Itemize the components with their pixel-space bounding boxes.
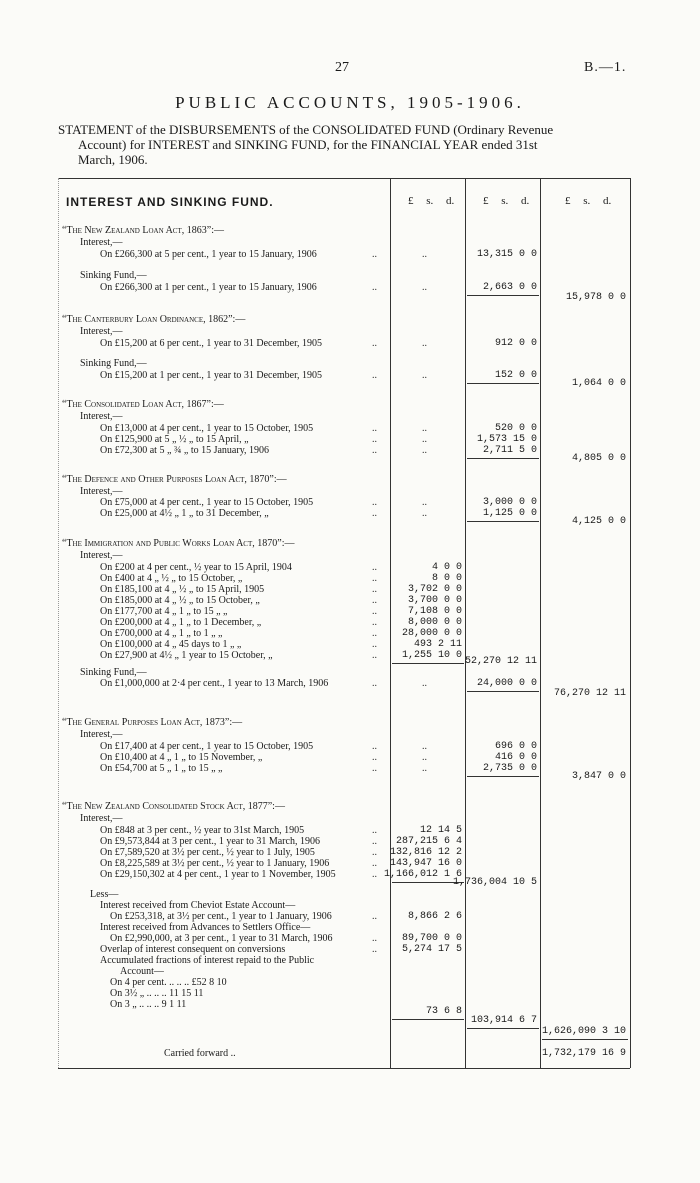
table-row-text: Interest,— — [80, 237, 123, 248]
table-row-text: On £200,000 at 4 „ 1 „ to 1 December, „ — [100, 617, 262, 628]
leader-dots: .. — [372, 763, 377, 774]
table-row-text: Sinking Fund,— — [80, 358, 147, 369]
table-row-text: On £266,300 at 1 per cent., 1 year to 15 January, 1906 — [100, 282, 317, 293]
table-row-text: Carried forward .. — [164, 1048, 236, 1059]
column-header-2: £ s. d. — [483, 195, 530, 207]
amount-col-2: 52,270 12 11 — [464, 656, 537, 667]
table-row-text: On £185,100 at 4 „ ½ „ to 15 April, 1905 — [100, 584, 265, 595]
amount-col-1: 3,700 0 0 — [407, 595, 462, 606]
table-row-text: Account— — [120, 966, 164, 977]
table-row-text: “The Canterbury Loan Ordinance, 1862”:— — [62, 314, 246, 325]
table-row-text: Interest,— — [80, 813, 123, 824]
leader-dots: .. — [372, 858, 377, 869]
table-row-text: Sinking Fund,— — [80, 667, 147, 678]
amount-col-3: 1,064 0 0 — [571, 378, 626, 389]
statement-line-2: Account) for INTEREST and SINKING FUND, for the FINANCIAL YEAR ended 31st — [78, 137, 538, 152]
leader-dots: .. — [422, 338, 427, 349]
table-row-text: On £72,300 at 5 „ ¾ „ to 15 January, 1906 — [100, 445, 270, 456]
leader-dots: .. — [372, 933, 377, 944]
table-row-text: On 4 per cent. .. .. .. £52 8 10 — [110, 977, 227, 988]
table-row-text: Interest,— — [80, 729, 123, 740]
leader-dots: .. — [372, 584, 377, 595]
leader-dots: .. — [372, 911, 377, 922]
leader-dots: .. — [422, 763, 427, 774]
table-top-rule — [58, 178, 630, 179]
table-row-text: On £700,000 at 4 „ 1 „ to 1 „ „ — [100, 628, 223, 639]
page-number: 27 — [335, 60, 349, 75]
amount-col-1: 1,255 10 0 — [401, 650, 462, 661]
amount-col-2: 2,711 5 0 — [482, 445, 537, 456]
subtotal-rule — [467, 776, 539, 777]
leader-dots: .. — [372, 650, 377, 661]
amount-col-2: 2,735 0 0 — [482, 763, 537, 774]
table-row-text: On £17,400 at 4 per cent., 1 year to 15 October, 1905 — [100, 741, 314, 752]
table-row-text: “The Defence and Other Purposes Loan Act, 1870”:— — [62, 474, 287, 485]
leader-dots: .. — [372, 508, 377, 519]
amount-col-3: 76,270 12 11 — [553, 688, 626, 699]
leader-dots: .. — [422, 508, 427, 519]
subtotal-rule — [467, 458, 539, 459]
amount-col-1: 12 14 5 — [419, 825, 462, 836]
table-row-text: Less— — [90, 889, 119, 900]
amount-col-2: 912 0 0 — [494, 338, 537, 349]
table-bottom-rule — [58, 1068, 630, 1069]
amount-col-1: 28,000 0 0 — [401, 628, 462, 639]
leader-dots: .. — [372, 338, 377, 349]
leader-dots: .. — [372, 423, 377, 434]
leader-dots: .. — [372, 434, 377, 445]
leader-dots: .. — [422, 752, 427, 763]
table-row-text: On £177,700 at 4 „ 1 „ to 15 „ „ — [100, 606, 228, 617]
amount-col-1: 493 2 11 — [413, 639, 462, 650]
col-divider-3 — [540, 178, 541, 1068]
amount-col-2: 3,000 0 0 — [482, 497, 537, 508]
table-left-rule — [58, 178, 59, 1068]
leader-dots: .. — [422, 249, 427, 260]
leader-dots: .. — [372, 825, 377, 836]
table-row-text: Accumulated fractions of interest repaid to the Public — [100, 955, 315, 966]
leader-dots: .. — [372, 282, 377, 293]
amount-col-1: 73 6 8 — [425, 1006, 462, 1017]
leader-dots: .. — [372, 628, 377, 639]
table-row-text: On £15,200 at 6 per cent., 1 year to 31 December, 1905 — [100, 338, 323, 349]
leader-dots: .. — [422, 497, 427, 508]
subtotal-rule — [467, 295, 539, 296]
amount-col-2: 696 0 0 — [494, 741, 537, 752]
table-row-text: “The New Zealand Consolidated Stock Act, 1877”:— — [62, 801, 285, 812]
table-row-text: Interest,— — [80, 486, 123, 497]
table-row-text: Interest received from Advances to Settlers Office— — [100, 922, 311, 933]
amount-col-3: 4,125 0 0 — [571, 516, 626, 527]
table-row-text: On £253,318, at 3½ per cent., 1 year to 1 January, 1906 — [110, 911, 332, 922]
table-row-text: On 3 „ .. .. .. 9 1 11 — [110, 999, 187, 1010]
document-reference: B.—1. — [584, 60, 627, 75]
amount-col-2: 416 0 0 — [494, 752, 537, 763]
table-row-text: On £27,900 at 4½ „ 1 year to 15 October, „ — [100, 650, 273, 661]
amount-col-1: 132,816 12 2 — [389, 847, 462, 858]
subtotal-rule — [467, 1028, 539, 1029]
statement-heading — [58, 122, 658, 167]
amount-col-2: 1,573 15 0 — [476, 434, 537, 445]
subtotal-rule — [467, 521, 539, 522]
leader-dots: .. — [372, 606, 377, 617]
table-row-text: On £15,200 at 1 per cent., 1 year to 31 December, 1905 — [100, 370, 323, 381]
amount-col-2: 24,000 0 0 — [476, 678, 537, 689]
amount-col-2: 2,663 0 0 — [482, 282, 537, 293]
table-row-text: On £1,000,000 at 2·4 per cent., 1 year to 13 March, 1906 — [100, 678, 329, 689]
amount-col-3: 3,847 0 0 — [571, 771, 626, 782]
leader-dots: .. — [422, 370, 427, 381]
table-row-text: On £185,000 at 4 „ ½ „ to 15 October, „ — [100, 595, 260, 606]
leader-dots: .. — [372, 497, 377, 508]
table-row-text: “The General Purposes Loan Act, 1873”:— — [62, 717, 243, 728]
leader-dots: .. — [372, 944, 377, 955]
table-row-text: Interest,— — [80, 550, 123, 561]
leader-dots: .. — [372, 370, 377, 381]
leader-dots: .. — [372, 595, 377, 606]
amount-col-1: 143,947 16 0 — [389, 858, 462, 869]
amount-col-3: 15,978 0 0 — [565, 292, 626, 303]
amount-col-3: 1,626,090 3 10 — [541, 1026, 626, 1037]
table-row-text: On £100,000 at 4 „ 45 days to 1 „ „ — [100, 639, 242, 650]
table-row-text: Interest received from Cheviot Estate Account— — [100, 900, 296, 911]
statement-line-3: March, 1906. — [78, 152, 148, 167]
amount-col-2: 1,125 0 0 — [482, 508, 537, 519]
column-header-1: £ s. d. — [408, 195, 455, 207]
amount-col-1: 8,000 0 0 — [407, 617, 462, 628]
amount-col-2: 152 0 0 — [494, 370, 537, 381]
amount-col-1: 7,108 0 0 — [407, 606, 462, 617]
amount-col-2: 13,315 0 0 — [476, 249, 537, 260]
leader-dots: .. — [372, 562, 377, 573]
table-row-text: “The Consolidated Loan Act, 1867”:— — [62, 399, 224, 410]
table-row-text: On 3½ „ .. .. .. 11 15 11 — [110, 988, 204, 999]
col-divider-1 — [390, 178, 391, 1068]
table-row-text: “The New Zealand Loan Act, 1863”:— — [62, 225, 224, 236]
table-row-text: On £29,150,302 at 4 per cent., 1 year to 1 November, 1905 — [100, 869, 336, 880]
table-row-text: On £75,000 at 4 per cent., 1 year to 15 October, 1905 — [100, 497, 314, 508]
leader-dots: .. — [372, 249, 377, 260]
leader-dots: .. — [372, 869, 377, 880]
amount-col-1: 1,166,012 1 6 — [383, 869, 462, 880]
table-row-text: On £13,000 at 4 per cent., 1 year to 15 October, 1905 — [100, 423, 314, 434]
table-row-text: On £266,300 at 5 per cent., 1 year to 15 January, 1906 — [100, 249, 317, 260]
table-row-text: On £9,573,844 at 3 per cent., 1 year to 31 March, 1906 — [100, 836, 320, 847]
table-row-text: Sinking Fund,— — [80, 270, 147, 281]
amount-col-2: 103,914 6 7 — [470, 1015, 537, 1026]
table-row-text: On £200 at 4 per cent., ½ year to 15 April, 1904 — [100, 562, 292, 573]
subtotal-rule — [467, 383, 539, 384]
table-row-text: “The Immigration and Public Works Loan Act, 1870”:— — [62, 538, 295, 549]
table-row-text: On £25,000 at 4½ „ 1 „ to 31 December, „ — [100, 508, 269, 519]
leader-dots: .. — [372, 573, 377, 584]
table-row-text: On £2,990,000, at 3 per cent., 1 year to 31 March, 1906 — [110, 933, 333, 944]
leader-dots: .. — [372, 752, 377, 763]
leader-dots: .. — [372, 445, 377, 456]
table-row-text: On £54,700 at 5 „ 1 „ to 15 „ „ — [100, 763, 223, 774]
table-row-text: On £400 at 4 „ ½ „ to 15 October, „ — [100, 573, 243, 584]
amount-col-1: 8 0 0 — [431, 573, 462, 584]
table-row-text: On £7,589,520 at 3½ per cent., ½ year to 1 July, 1905 — [100, 847, 315, 858]
table-row-text: Overlap of interest consequent on conversions — [100, 944, 286, 955]
subtotal-rule — [392, 663, 464, 664]
subtotal-rule — [467, 691, 539, 692]
leader-dots: .. — [422, 741, 427, 752]
table-row-text: On £10,400 at 4 „ 1 „ to 15 November, „ — [100, 752, 263, 763]
col-divider-2 — [465, 178, 466, 1068]
total-rule — [542, 1039, 628, 1040]
amount-col-3: 4,805 0 0 — [571, 453, 626, 464]
amount-col-3: 1,732,179 16 9 — [541, 1048, 626, 1059]
page-title: PUBLIC ACCOUNTS, 1905-1906. — [175, 93, 525, 112]
amount-col-1: 89,700 0 0 — [401, 933, 462, 944]
subtotal-rule — [392, 1019, 464, 1020]
amount-col-1: 5,274 17 5 — [401, 944, 462, 955]
leader-dots: .. — [422, 423, 427, 434]
leader-dots: .. — [422, 282, 427, 293]
amount-col-1: 287,215 6 4 — [395, 836, 462, 847]
leader-dots: .. — [422, 678, 427, 689]
leader-dots: .. — [372, 617, 377, 628]
table-row-text: On £848 at 3 per cent., ½ year to 31st March, 1905 — [100, 825, 305, 836]
leader-dots: .. — [422, 434, 427, 445]
table-header: INTEREST AND SINKING FUND. — [66, 195, 274, 209]
column-header-3: £ s. d. — [565, 195, 612, 207]
amount-col-1: 4 0 0 — [431, 562, 462, 573]
table-row-text: Interest,— — [80, 411, 123, 422]
leader-dots: .. — [372, 678, 377, 689]
amount-col-2: 1,736,004 10 5 — [452, 877, 537, 888]
leader-dots: .. — [372, 847, 377, 858]
table-row-text: Interest,— — [80, 326, 123, 337]
leader-dots: .. — [372, 741, 377, 752]
table-row-text: On £8,225,589 at 3½ per cent., ½ year to 1 January, 1906 — [100, 858, 330, 869]
table-row-text: On £125,900 at 5 „ ½ „ to 15 April, „ — [100, 434, 249, 445]
leader-dots: .. — [422, 445, 427, 456]
leader-dots: .. — [372, 836, 377, 847]
statement-line-1: STATEMENT of the DISBURSEMENTS of the CONSOLIDATED FUND (Ordinary Revenue — [58, 122, 554, 137]
leader-dots: .. — [372, 639, 377, 650]
col-divider-4 — [630, 178, 631, 1068]
amount-col-2: 520 0 0 — [494, 423, 537, 434]
amount-col-1: 8,866 2 6 — [407, 911, 462, 922]
amount-col-1: 3,702 0 0 — [407, 584, 462, 595]
